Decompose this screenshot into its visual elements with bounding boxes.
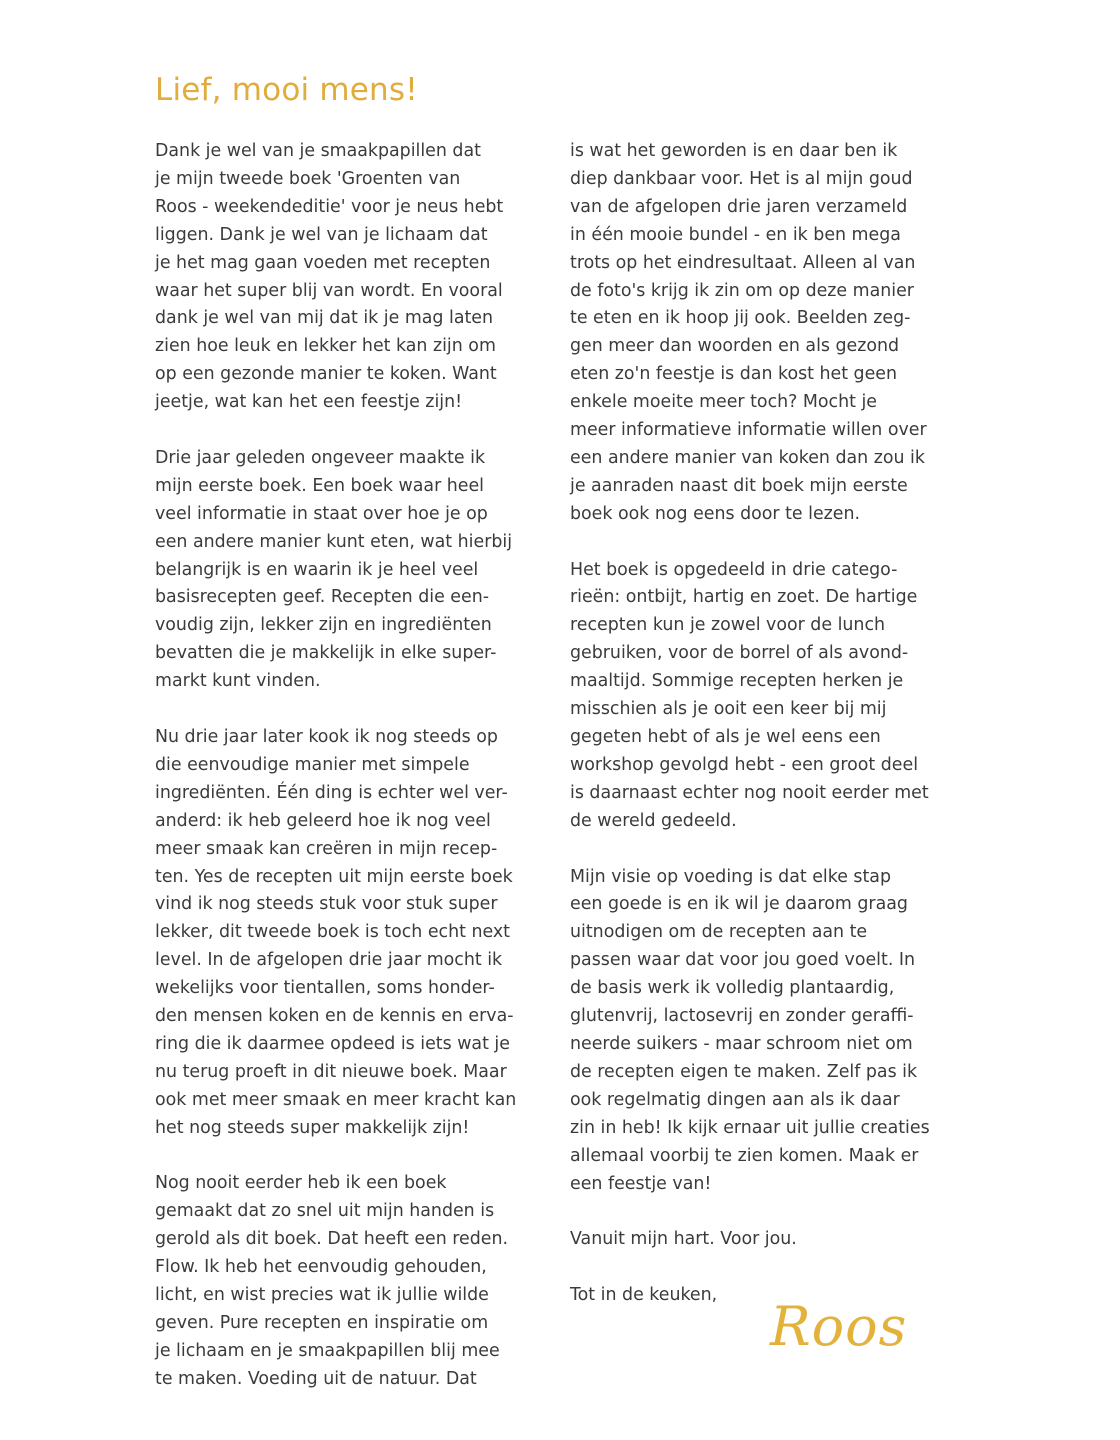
text-line: rieën: ontbijt, hartig en zoet. De hartige [570,587,918,608]
text-line: vind ik nog steeds stuk voor stuk super [155,894,498,915]
text-line: te maken. Voeding uit de natuur. Dat [155,1368,477,1389]
text-line: meer informatieve informatie willen over [570,420,927,441]
text-line: het nog steeds super makkelijk zijn! [155,1117,470,1138]
text-line: Nog nooit eerder heb ik een boek [155,1173,447,1194]
text-line: ten. Yes de recepten uit mijn eerste boek [155,866,513,887]
text-line: workshop gevolgd hebt - een groot deel [570,754,919,775]
text-line: anderd: ik heb geleerd hoe ik nog veel [155,810,491,831]
text-line: maaltijd. Sommige recepten herken je [570,671,904,692]
text-line: passen waar dat voor jou goed voelt. In [570,950,916,971]
text-line: bevatten die je makkelijk in elke super- [155,643,497,664]
text-line: Tot in de keuken, [570,1285,718,1306]
text-line: den mensen koken en de kennis en erva- [155,1006,514,1027]
text-line: gemaakt dat zo snel uit mijn handen is [155,1201,495,1222]
text-line: glutenvrij, lactosevrij en zonder geraffi- [570,1006,914,1027]
paragraph [570,138,970,529]
text-line: die eenvoudige manier met simpele [155,754,470,775]
text-line: markt kunt vinden. [155,671,321,692]
signature: Roos [770,1295,908,1358]
text-line: je mijn tweede boek 'Groenten van [155,168,461,189]
right-column [570,138,970,1338]
text-line: gerold als dit boek. Dat heeft een reden. [155,1229,509,1250]
text-line: gen meer dan woorden en als gezond [570,336,900,357]
text-line: geven. Pure recepten en inspiratie om [155,1313,489,1334]
text-line: neerde suikers - maar schroom niet om [570,1033,913,1054]
text-line: de wereld gedeeld. [570,810,737,831]
text-line: gegeten hebt of als je wel eens een [570,727,881,748]
text-line: Nu drie jaar later kook ik nog steeds op [155,727,498,747]
text-line: ook met meer smaak en meer kracht kan [155,1089,517,1110]
text-line: lekker, dit tweede boek is toch echt next [155,922,511,943]
text-line: de basis werk ik volledig plantaardig, [570,978,895,999]
text-line: wekelijks voor tientallen, soms honder- [155,978,495,999]
text-line: je aanraden naast dit boek mijn eerste [570,475,908,496]
text-line: recepten kun je zowel voor de lunch [570,615,886,636]
text-line: Flow. Ik heb het eenvoudig gehouden, [155,1257,487,1278]
text-line: een goede is en ik wil je daarom graag [570,894,908,915]
text-line: te eten en ik hoop jij ook. Beelden zeg- [570,308,911,329]
text-line: waar het super blij van wordt. En vooral [155,280,503,301]
paragraph [155,138,550,417]
text-line: belangrijk is en waarin ik je heel veel [155,559,479,580]
text-line: ring die ik daarmee opdeed is iets wat je [155,1033,510,1054]
text-line: enkele moeite meer toch? Mocht je [570,392,878,413]
paragraph [155,1170,550,1393]
text-line: in één mooie bundel - en ik ben mega [570,224,901,245]
text-line: is daarnaast echter nog nooit eerder met [570,782,929,803]
text-line: liggen. Dank je wel van je lichaam dat [155,224,488,245]
text-line: een andere manier kunt eten, wat hierbij [155,531,513,552]
text-line: uitnodigen om de recepten aan te [570,922,868,943]
text-line: ook regelmatig dingen aan als ik daar [570,1089,900,1110]
paragraph [570,864,970,1199]
text-line: basisrecepten geef. Recepten die een- [155,587,489,608]
text-line: Vanuit mijn hart. Voor jou. [570,1229,797,1250]
text-line: gebruiken, voor de borrel of als avond- [570,643,909,664]
text-line: Drie jaar geleden ongeveer maakte ik [155,447,486,468]
text-line: jeetje, wat kan het een feestje zijn! [155,392,463,413]
text-line: zien hoe leuk en lekker het kan zijn om [155,336,496,357]
text-line: dank je wel van mij dat ik je mag laten [155,308,494,329]
text-line: allemaal voorbij te zien komen. Maak er [570,1145,919,1166]
text-line: misschien als je ooit een keer bij mij [570,699,887,720]
text-line: een feestje van! [570,1173,712,1194]
page-title: Lief, mooi mens! [155,72,418,108]
text-line: Mijn visie op voeding is dat elke stap [570,866,892,887]
paragraph [155,724,550,1143]
text-line: Dank je wel van je smaakpapillen dat [155,141,481,161]
text-line: eten zo'n feestje is dan kost het geen [570,364,898,385]
paragraph [570,557,970,836]
text-line: op een gezonde manier te koken. Want [155,364,497,385]
text-line: ingrediënten. Één ding is echter wel ver- [155,782,508,803]
text-line: trots op het eindresultaat. Alleen al van [570,252,916,273]
text-line: nu terug proeft in dit nieuwe boek. Maar [155,1061,507,1082]
text-line: is wat het geworden is en daar ben ik [570,141,898,161]
text-line: licht, en wist precies wat ik jullie wilde [155,1285,489,1306]
text-line: Het boek is opgedeeld in drie catego- [570,559,898,580]
text-line: Roos - weekendeditie' voor je neus hebt [155,196,504,217]
text-line: level. In de afgelopen drie jaar mocht ik [155,950,503,971]
text-line: je het mag gaan voeden met recepten [155,252,491,273]
text-line: diep dankbaar voor. Het is al mijn goud [570,168,913,189]
text-line: van de afgelopen drie jaren verzameld [570,196,908,217]
text-line: je lichaam en je smaakpapillen blij mee [155,1340,500,1361]
paragraph [570,1226,970,1254]
text-line: zin in heb! Ik kijk ernaar uit jullie creaties [570,1117,930,1138]
left-column [155,138,550,1422]
paragraph [155,445,550,696]
text-line: de foto's krijg ik zin om op deze manier [570,280,914,301]
text-line: meer smaak kan creëren in mijn recep- [155,838,498,859]
text-line: de recepten eigen te maken. Zelf pas ik [570,1061,918,1082]
text-line: een andere manier van koken dan zou ik [570,447,925,468]
text-line: boek ook nog eens door te lezen. [570,503,861,524]
text-line: veel informatie in staat over hoe je op [155,503,488,524]
text-line: mijn eerste boek. Een boek waar heel [155,475,484,496]
text-line: voudig zijn, lekker zijn en ingrediënten [155,615,492,636]
